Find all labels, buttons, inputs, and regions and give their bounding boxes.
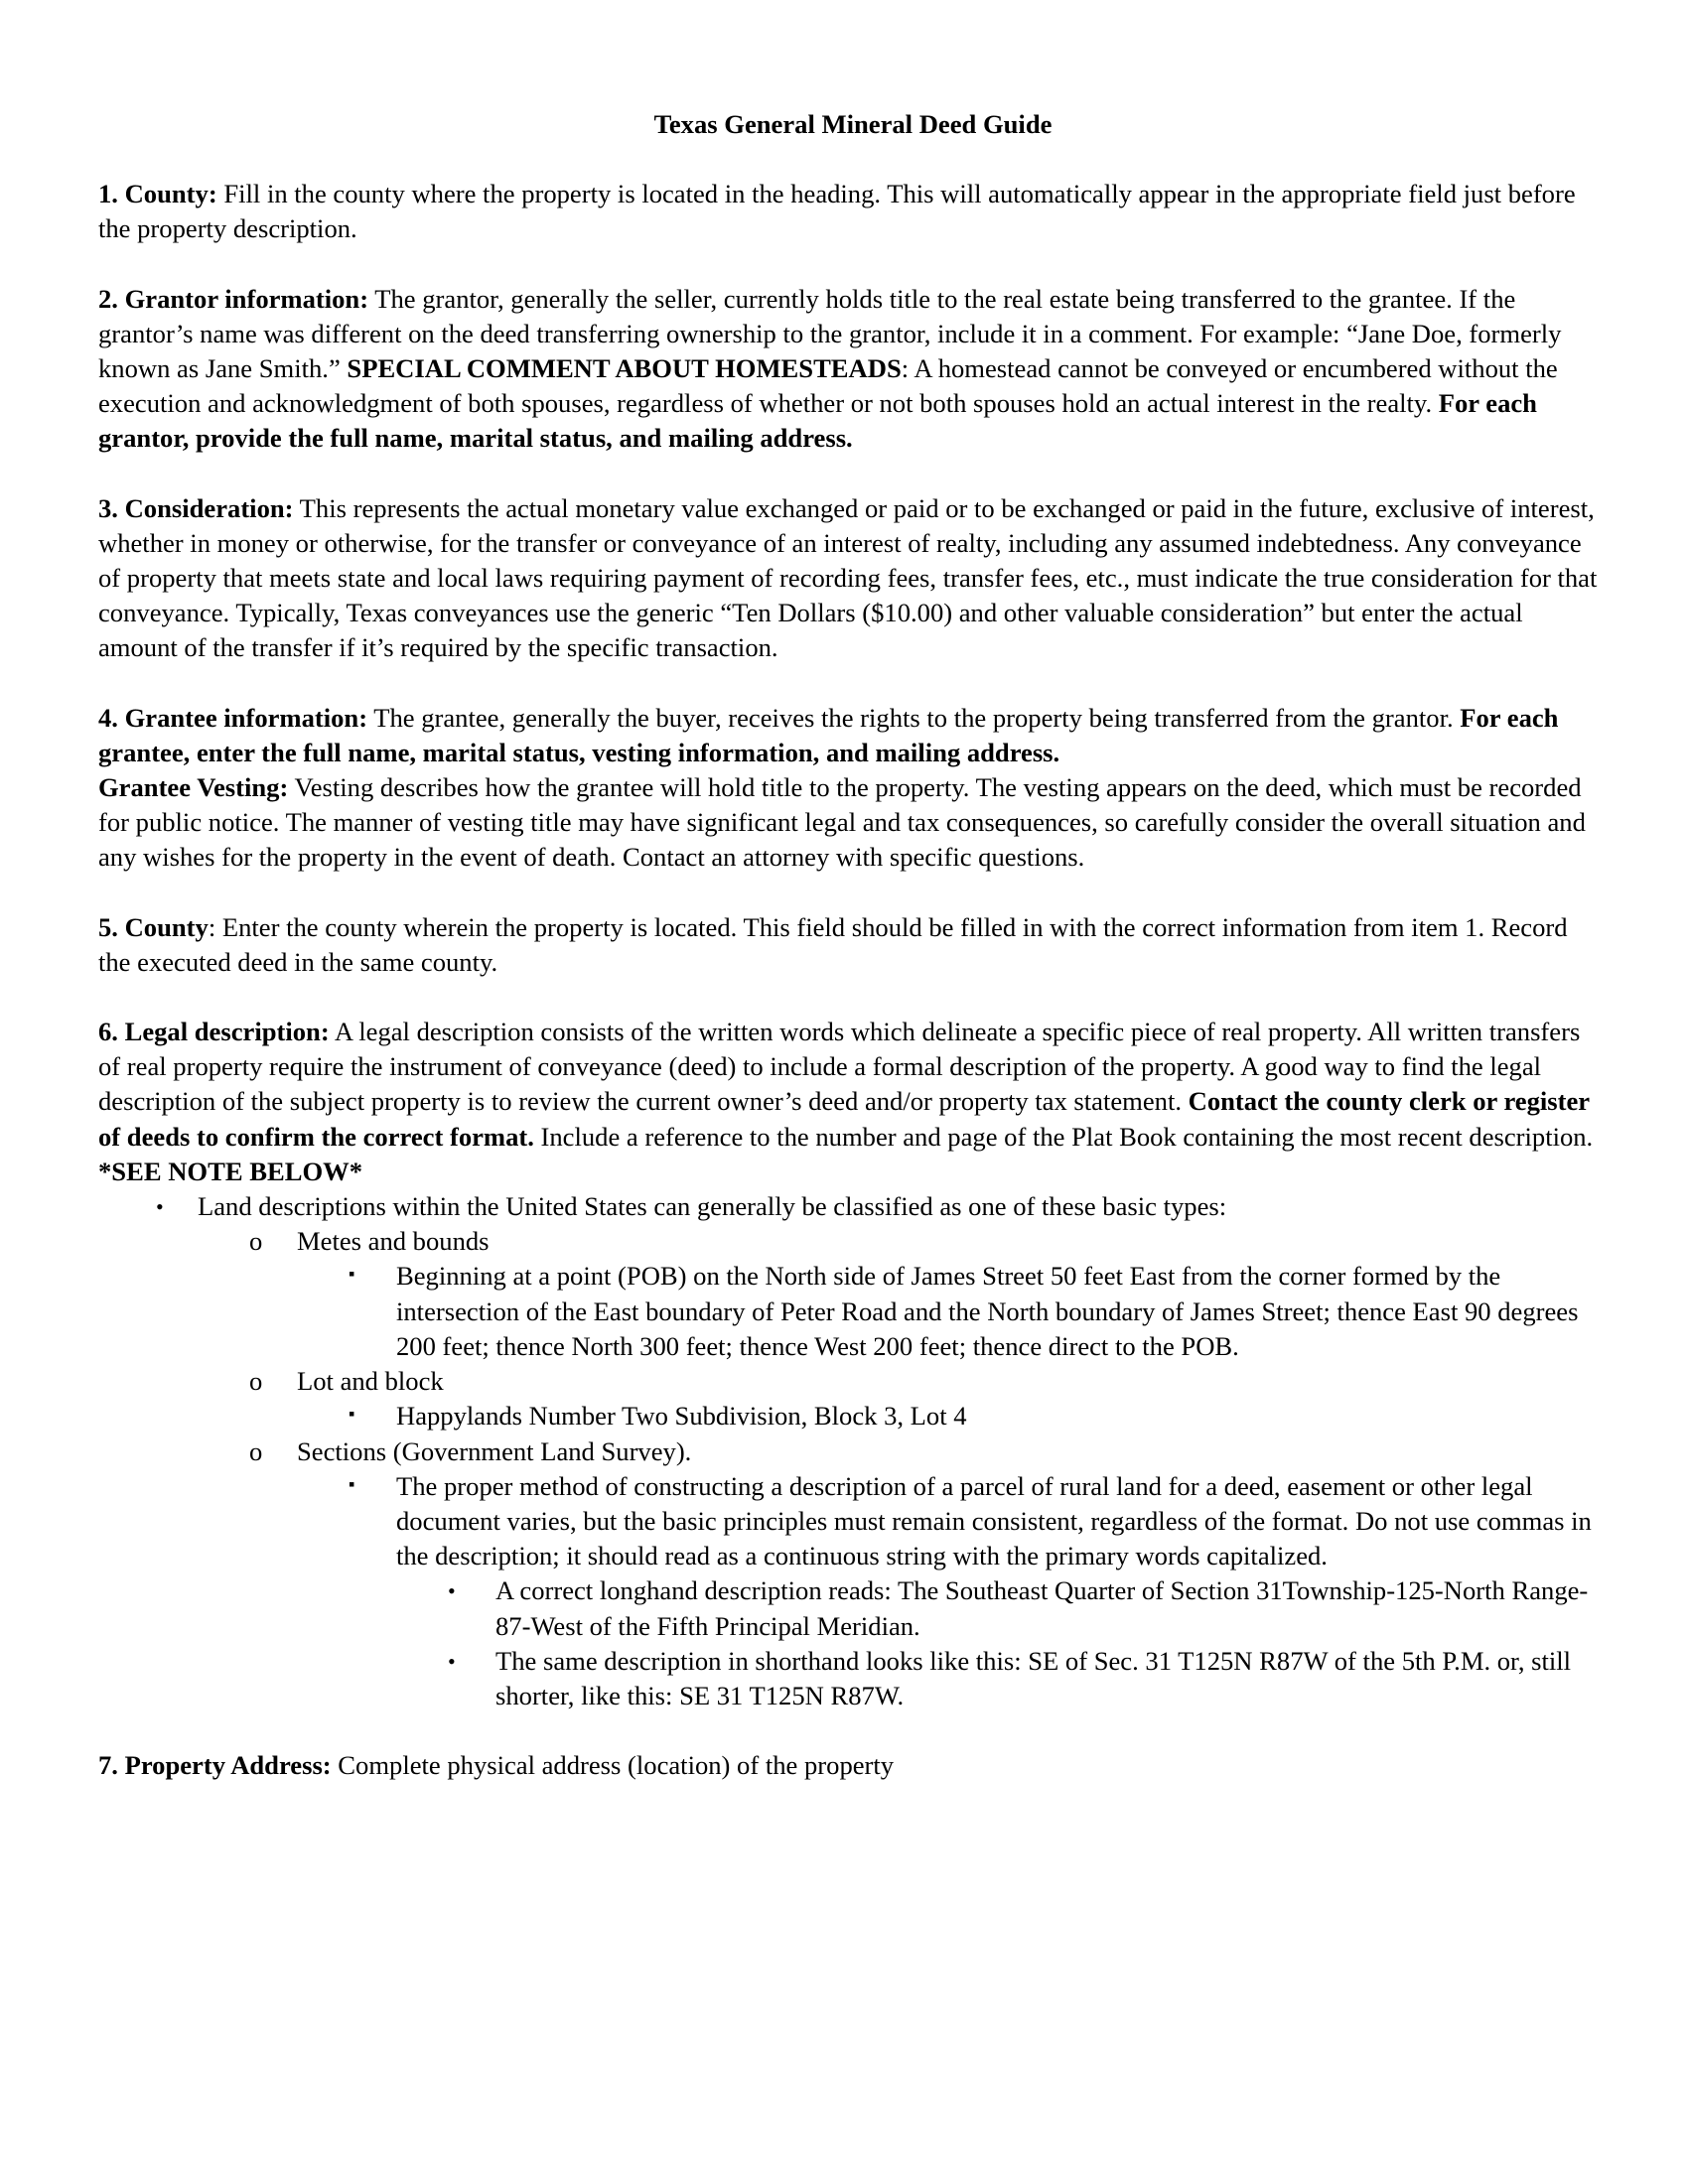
section-grantee <box>98 701 1598 876</box>
vesting-heading: Grantee Vesting: <box>98 772 289 803</box>
list-item-example <box>98 1259 1598 1364</box>
special-comment-heading: SPECIAL COMMENT ABOUT HOMESTEADS <box>347 353 902 384</box>
document-title: Texas General Mineral Deed Guide <box>653 109 1053 139</box>
list-item-text: Metes and bounds <box>297 1226 490 1257</box>
list-item-text: Lot and block <box>297 1366 444 1397</box>
bullet-square-icon: ▪ <box>349 1473 355 1494</box>
list-item <box>98 1189 1598 1224</box>
bullet-square-icon: ▪ <box>349 1264 355 1285</box>
grantor-instruction: For each grantor, provide the full name, marital status, and mailing address. <box>98 388 1537 454</box>
section-heading: 6. Legal description: <box>98 1017 330 1047</box>
list-item-shorthand <box>98 1644 1598 1713</box>
list-item-type-metes-and-bounds <box>98 1224 1598 1259</box>
list-item-longhand <box>98 1573 1598 1643</box>
section-text: The grantor, generally the seller, currently holds title to the real estate being transferred to the grantee. If the grantor’s name was different on the deed transferring ownership to the grantor, include it in a comment. For example: “Jane Doe, formerly known as Jane Smith.” <box>98 283 1562 384</box>
section-property-address <box>98 1748 1598 1783</box>
bullet-circle-icon: o <box>249 1366 263 1397</box>
document-page <box>98 107 1598 1818</box>
bullet-circle-icon: o <box>249 1435 263 1466</box>
list-item-text: The same description in shorthand looks like this: SE of Sec. 31 T125N R87W of the 5th P.M. or, still shorter, like this: SE 31 T125N R87W. <box>495 1645 1572 1710</box>
section-text: Complete physical address (location) of the property <box>331 1750 895 1781</box>
section-consideration <box>98 491 1598 666</box>
bullet-disc-icon: • <box>448 1578 456 1604</box>
grantee-instruction: For each grantee, enter the full name, marital status, vesting information, and mailing address. <box>98 702 1559 767</box>
section-legal-description <box>98 1015 1598 1713</box>
bullet-disc-icon: • <box>448 1648 456 1674</box>
list-item-type-lot-and-block <box>98 1364 1598 1399</box>
section-text: Fill in the county where the property is located in the heading. This will automatically appear in the appropriate field just before the property description. <box>98 179 1576 244</box>
list-item-text: The proper method of constructing a description of a parcel of rural land for a deed, easement or other legal document varies, but the basic principles must remain consistent, regardless of the format. Do not use commas in the description; it should read as a continuous string with the primary words capitalized. <box>396 1470 1592 1571</box>
section-text: : Enter the county wherein the property is located. This field should be filled in with the correct information from item 1. Record the executed deed in the same county. <box>98 911 1568 977</box>
list-item-text: Beginning at a point (POB) on the North side of James Street 50 feet East from the corner formed by the intersection of the East boundary of Peter Road and the North boundary of James Street; thence East 90 degrees 200 feet; thence North 300 feet; thence West 200 feet; thence direct to the POB. <box>396 1261 1579 1361</box>
list-item-type-sections <box>98 1434 1598 1469</box>
bullet-square-icon: ▪ <box>349 1404 355 1425</box>
list-item-text: A correct longhand description reads: The Southeast Quarter of Section 31Township-125-North Range-87-West of the Fifth Principal Meridian. <box>495 1575 1589 1641</box>
list-item-text: Sections (Government Land Survey). <box>297 1435 692 1466</box>
section-text: : A homestead cannot be conveyed or encumbered without the execution and acknowledgment of both spouses, regardless of whether or not both spouses hold an actual interest in the realty. <box>98 353 1558 419</box>
section-heading: 7. Property Address: <box>98 1750 332 1781</box>
section-heading: 3. Consideration: <box>98 492 294 523</box>
list-item-example <box>98 1399 1598 1433</box>
list-item-example <box>98 1469 1598 1574</box>
bullet-disc-icon: • <box>156 1194 164 1220</box>
list-item-text: Happylands Number Two Subdivision, Block 3, Lot 4 <box>396 1401 967 1432</box>
list-item-text: Land descriptions within the United States can generally be classified as one of these basic types: <box>198 1191 1227 1222</box>
section-county <box>98 177 1598 246</box>
clerk-instruction: Contact the county clerk or register of deeds to confirm the correct format. <box>98 1086 1590 1152</box>
section-heading: 2. Grantor information: <box>98 283 369 314</box>
section-county-recording <box>98 910 1598 980</box>
section-text: A legal description consists of the written words which delineate a specific piece of real property. All written transfers of real property require the instrument of conveyance (deed) to include a formal description of the property. A good way to find the legal description of the subject property is to review the current owner’s deed and/or property tax statement. <box>98 1017 1581 1117</box>
section-text: Include a reference to the number and page of the Plat Book containing the most recent description. <box>533 1121 1594 1152</box>
section-heading: 1. County: <box>98 179 217 209</box>
section-heading: 4. Grantee information: <box>98 702 368 733</box>
section-text: This represents the actual monetary value exchanged or paid or to be exchanged or paid in the future, exclusive of interest, whether in money or otherwise, for the transfer or conveyance of an interest of realty, including any assumed indebtedness. Any conveyance of property that meets state and local laws requiring payment of recording fees, transfer fees, etc., must indicate the true consideration for that conveyance. Typically, Texas conveyances use the generic “Ten Dollars ($10.00) and other valuable consideration” but enter the actual amount of the transfer if it’s required by the specific transaction. <box>98 492 1598 663</box>
section-grantor <box>98 282 1598 457</box>
see-note-below: *SEE NOTE BELOW* <box>98 1156 363 1186</box>
section-text: The grantee, generally the buyer, receives the rights to the property being transferred from the grantor. <box>367 702 1461 733</box>
bullet-circle-icon: o <box>249 1226 263 1257</box>
section-text: Vesting describes how the grantee will hold title to the property. The vesting appears on the deed, which must be recorded for public notice. The manner of vesting title may have significant legal and tax consequences, so carefully consider the overall situation and any wishes for the property in the event of death. Contact an attorney with specific questions. <box>98 772 1586 873</box>
section-heading: 5. County <box>98 911 209 942</box>
